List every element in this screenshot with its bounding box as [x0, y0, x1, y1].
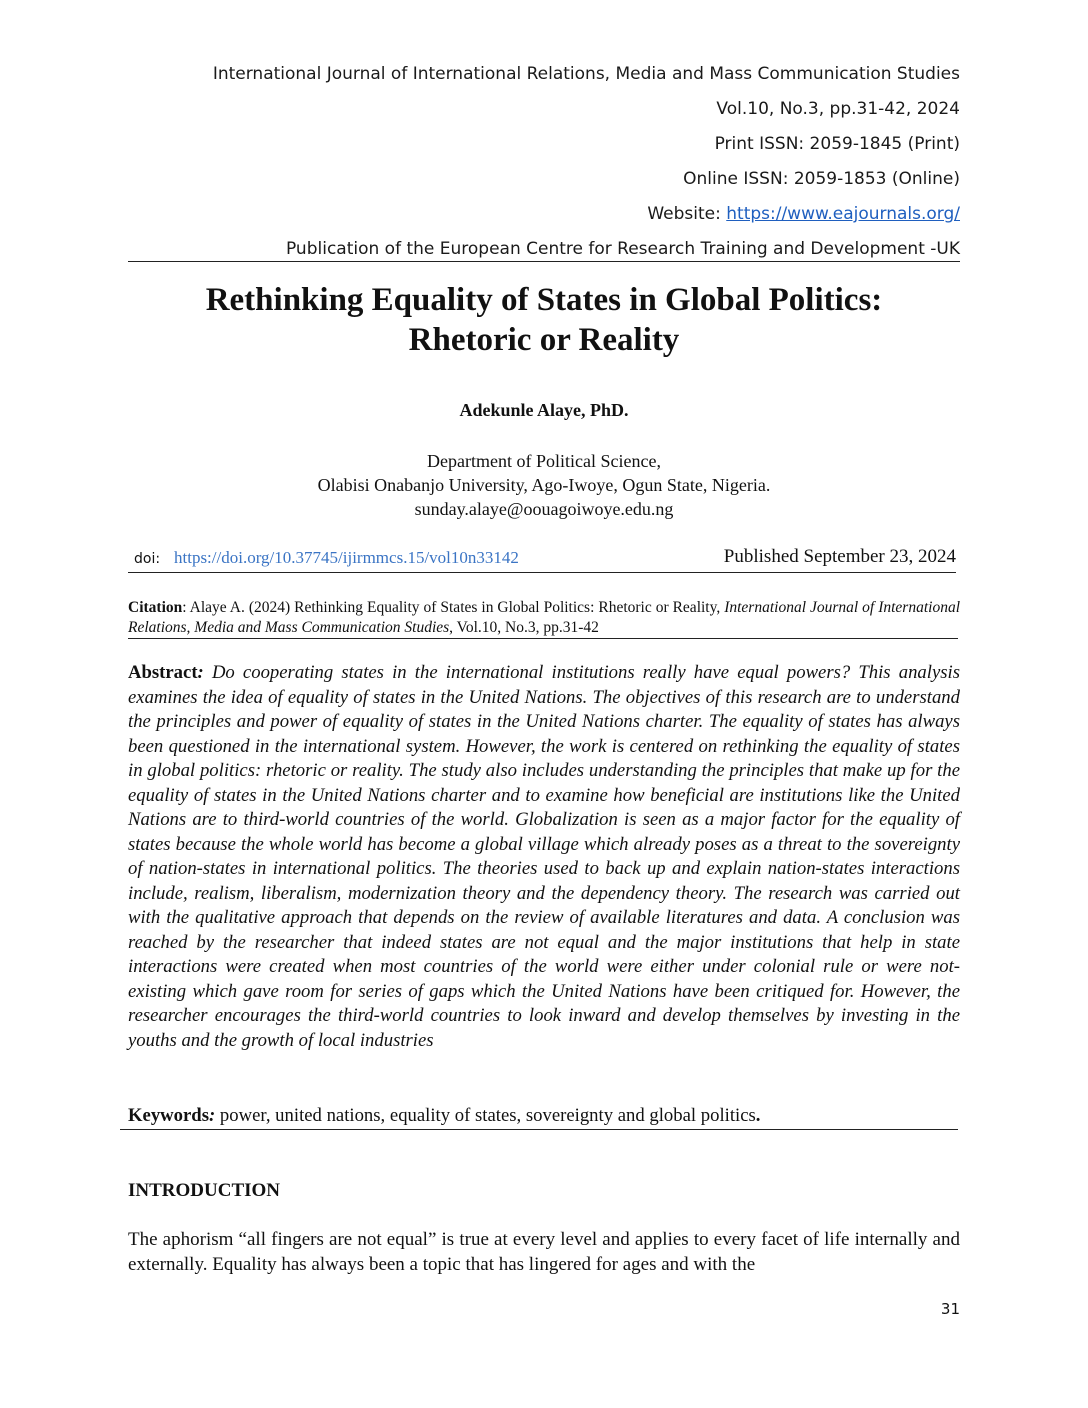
abstract-label: Abstract	[128, 662, 198, 683]
doi-line	[134, 548, 956, 572]
paper-title	[0, 280, 1088, 360]
title-line-1: Rethinking Equality of States in Global Politics:	[205, 282, 883, 318]
doi-label: doi:	[134, 551, 161, 567]
citation	[128, 598, 960, 638]
author-email: sunday.alaye@oouagoiwoye.edu.ng	[414, 499, 674, 519]
citation-text: : Alaye A. (2024) Rethinking Equality of States in Global Politics: Rhetoric or Reality,	[182, 599, 725, 616]
website-label: Website:	[647, 204, 727, 224]
author-university: Olabisi Onabanjo University, Ago-Iwoye, Ogun State, Nigeria.	[317, 475, 771, 495]
page-number: 31	[940, 1300, 960, 1318]
online-issn: Online ISSN: 2059-1853 (Online)	[683, 169, 960, 189]
keywords-end: .	[755, 1105, 761, 1126]
journal-name: International Journal of International Relations, Media and Mass Communication Studies	[212, 64, 960, 84]
introduction-text: The aphorism “all fingers are not equal” is true at every level and applies to every facet of life internally and externally. Equality has always been a topic that has lingered for ages and with the	[128, 1229, 960, 1275]
keywords-colon: :	[208, 1105, 216, 1126]
print-issn: Print ISSN: 2059-1845 (Print)	[714, 134, 960, 154]
citation-tail: , Vol.10, No.3, pp.31-42	[449, 619, 599, 636]
abstract	[128, 661, 960, 1053]
keywords-label: Keywords	[128, 1105, 209, 1126]
doi-link[interactable]: https://doi.org/10.37745/ijirmmcs.15/vol10n33142	[174, 548, 519, 567]
publisher-line: Publication of the European Centre for Research Training and Development -UK	[285, 239, 960, 259]
title-line-2: Rhetoric or Reality	[408, 322, 680, 358]
header-rule	[128, 261, 960, 262]
citation-label: Citation	[128, 599, 183, 616]
published-date: Published September 23, 2024	[723, 546, 956, 567]
website-link[interactable]: https://www.eajournals.org/	[726, 204, 960, 224]
keywords-rule	[120, 1129, 958, 1130]
website-line	[647, 204, 960, 224]
abstract-text: Do cooperating states in the international institutions really have equal powers? This analysis examines the idea of equality of states in the United Nations. The objectives of this research are to understand the principles and power of equality of states in the United Nations charter. The equality of states has always been questioned in the international system. However, the work is centered on rethinking the equality of states in global politics: rhetoric or reality. The study also includes understanding the principles that make up for the equality of states in the United Nations charter and to examine how beneficial are institutions like the United Nations are to third-world countries of the world. Globalization is seen as a major factor for the equality of states because the whole world has become a global village which already poses as a threat to the sovereignty of nation-states in international politics. The theories used to back up and explain nation-states interactions include, realism, liberalism, modernization theory and the dependency theory. The research was carried out with the qualitative approach that depends on the review of available literatures and data. A conclusion was reached by the researcher that indeed states are not equal and the major institutions that help in state interactions were created when most countries of the world were either under colonial rule or were not-existing which gave room for series of gaps which the United Nations have been critiqued for. However, the researcher encourages the third-world countries to look inward and develop themselves by investing in the youths and the growth of local industries	[128, 662, 960, 1051]
volume-info: Vol.10, No.3, pp.31-42, 2024	[716, 99, 960, 119]
author-department: Department of Political Science,	[427, 451, 661, 471]
author-name: Adekunle Alaye, PhD.	[459, 400, 629, 420]
introduction-heading: INTRODUCTION	[128, 1180, 281, 1201]
abstract-colon: :	[197, 662, 204, 683]
keywords	[128, 1104, 960, 1128]
keywords-text: power, united nations, equality of states, sovereignty and global politics	[215, 1105, 756, 1126]
citation-journal: International Journal of International Relations, Media and Mass Communication Studies	[128, 599, 960, 636]
author-affiliation	[0, 449, 1088, 521]
doi-rule	[128, 572, 956, 573]
citation-rule	[128, 638, 958, 639]
